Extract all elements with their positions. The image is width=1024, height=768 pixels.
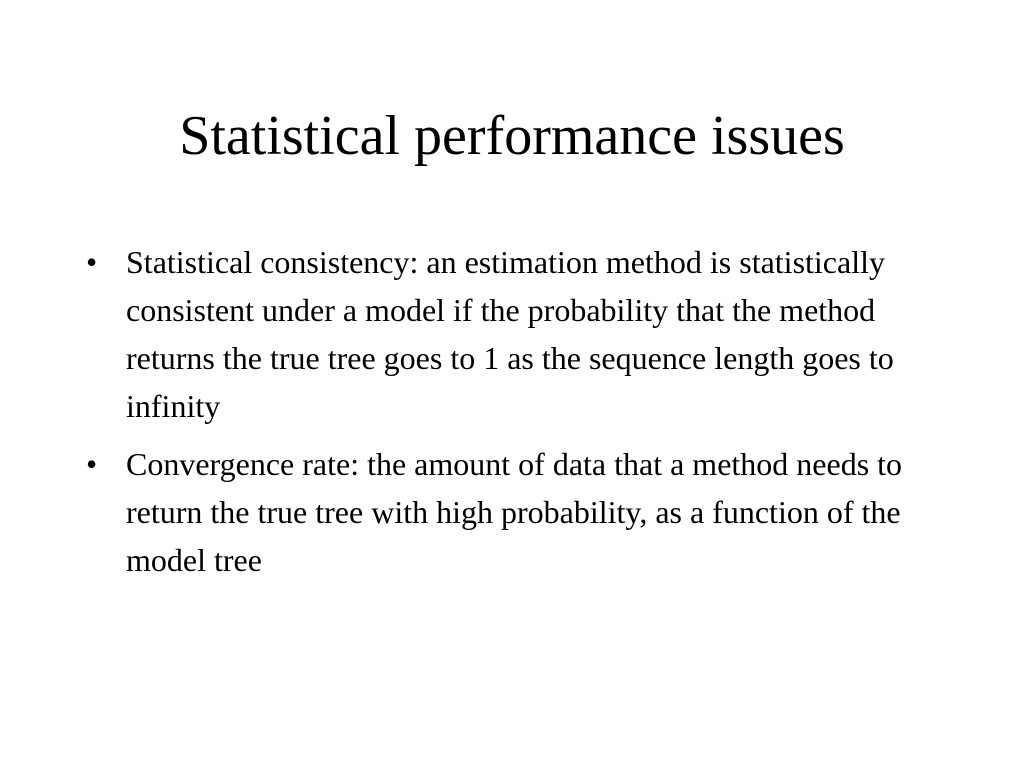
bullet-dot-icon: • <box>86 244 98 280</box>
bullet-item-statistical-consistency <box>86 238 916 430</box>
bullet-text: Convergence rate: the amount of data that a method needs to return the true tree with high probability, as a function of the model tree <box>126 446 903 578</box>
bullet-text: Statistical consistency: an estimation method is statistically consistent under a model if the probability that the method returns the true tree goes to 1 as the sequence length goes to infinity <box>126 244 894 424</box>
bullet-list <box>86 238 916 594</box>
slide-title: Statistical performance issues <box>179 105 845 167</box>
bullet-dot-icon: • <box>86 446 98 482</box>
bullet-item-convergence-rate <box>86 440 916 584</box>
